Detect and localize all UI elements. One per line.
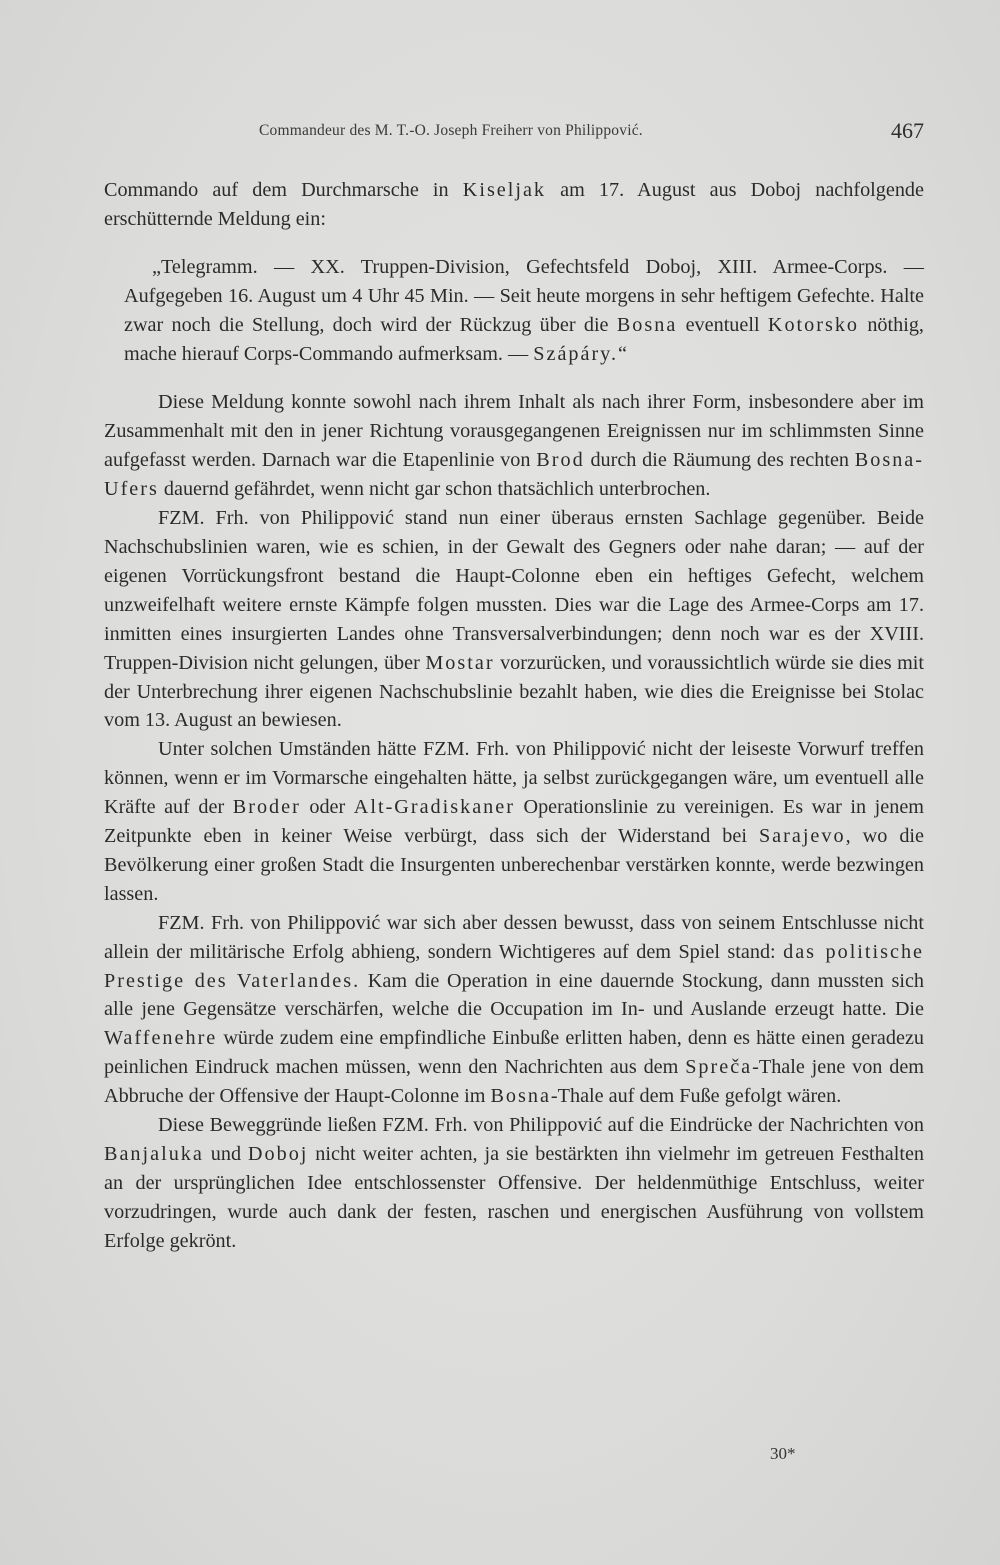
spaced-name: Szápáry. — [533, 342, 619, 365]
paragraph: Diese Meldung konnte sowohl nach ihrem Inhalt als nach ihrer Form, insbesondere aber im Zusammenhalt mit den in jener Richtung vorausgegangenen Ereignissen nur im schlimmsten Sinne aufgefasst werden. Darnach war die Etapenlinie von Brod durch die Räumung des rechten Bosna-Ufers dauernd gefährdet, wenn nicht gar schon thatsächlich unterbrochen. — [104, 391, 924, 501]
spaced-name: Banjaluka — [104, 1143, 204, 1165]
spaced-name: Spreča — [685, 1056, 753, 1079]
paragraph: FZM. Frh. von Philippović war sich aber dessen bewusst, dass von seinem Entschlusse nicht allein der militärische Erfolg abhieng, sondern Wichtigeres auf dem Spiel stand: das politische Prestige des Vaterlandes. Kam die Operation in eine dauernde Stockung, dann mussten sich alle jene Gegensätze verschärfen, welche die Occupation im In- und Auslande erzeugt hatte. Die Waffenehre würde zudem eine empfindliche Einbuße erlitten haben, denn es hätte einen geradezu peinlichen Eindruck machen müssen, wenn den Nachrichten aus dem Spreča-Thale jene von dem Abbruche der Offensive der Haupt-Colonne im Bosna-Thale auf dem Fuße gefolgt wären. — [104, 911, 925, 1108]
spaced-phrase: das politische Prestige des Vaterlandes. — [104, 940, 924, 992]
spaced-name: Doboj — [247, 1143, 309, 1165]
spaced-name: Bosna — [490, 1085, 551, 1108]
telegram-quote: „Telegramm. — XX. Truppen-Division, Gefechtsfeld Doboj, XIII. Armee-Corps. — Aufgegeben 16. August um 4 Uhr 45 Min. — Seit heute morgens in sehr heftigem Gefechte. Halte zwar noch die Stellung, doch wird der Rückzug über die Bosna eventuell Kotorsko nöthig, mache hierauf Corps-Commando aufmerksam. — Szápáry.“ — [124, 255, 924, 365]
spaced-name: Brod — [536, 449, 585, 472]
paragraph: FZM. Frh. von Philippović stand nun einer überaus ernsten Sachlage gegenüber. Beide Nachschubslinien waren, wie es schien, in der Gewalt des Gegners oder nahe daran; — auf der eigenen Vorrückungsfront bestand die Haupt-Colonne eben ein heftiges Gefecht, welchem unzweifelhaft weitere ernste Kämpfe folgen mussten. Dies war die Lage des Armee-Corps am 17. inmitten eines insurgierten Landes ohne Transversalverbindungen; denn noch war es der XVIII. Truppen-Division nicht gelungen, über Mostar vorzurücken, und voraussichtlich würde sie dies mit der Unterbrechung ihrer eigenen Nachschubslinie bezahlt haben, wie dies die Ereignisse bei Stolac vom 13. August an bewiesen. — [104, 507, 924, 732]
running-head — [104, 118, 924, 148]
paragraph: Unter solchen Umständen hätte FZM. Frh. von Philippović nicht der leiseste Vorwurf treffen können, wenn er im Vormarsche eingehalten hätte, ja selbst zurückgegangen wäre, um eventuell alle Kräfte auf der Broder oder Alt-Gradiskaner Operationslinie zu vereinigen. Es war in jenem Zeitpunkte eben in keiner Weise verbürgt, dass sich der Widerstand bei Sarajevo, wo die Bevölkerung einer großen Stadt die Insurgenten unberechenbar verstärken konnte, werde bezwingen lassen. — [104, 738, 925, 905]
spaced-name: Mostar — [425, 651, 495, 674]
spaced-name: Kotorsko — [767, 313, 860, 336]
page-number: 467 — [891, 118, 924, 143]
body-text — [104, 176, 924, 1256]
paragraph: Diese Beweggründe ließen FZM. Frh. von Philippović auf die Eindrücke der Nachrichten von Banjaluka und Doboj nicht weiter achten, ja sie bestärkten ihn vielmehr im getreuen Festhalten an der ursprünglichen Idee entschlossenster Offensive. Der heldenmüthige Entschluss, weiter vorzudringen, wurde auch dank der festen, raschen und energischen Ausführung von vollstem Erfolge gekrönt. — [104, 1114, 924, 1252]
signature-mark: 30* — [770, 1444, 796, 1463]
running-title: Commandeur des M. T.-O. Joseph Freiherr von Philippović. — [259, 122, 643, 139]
spaced-name: Bosna-Ufers — [104, 449, 924, 501]
spaced-name: Alt-Gradiskaner — [353, 796, 515, 819]
spaced-name: Bosna — [616, 313, 678, 336]
spaced-name: Broder — [232, 796, 301, 819]
paragraph-intro: Commando auf dem Durchmarsche in Kiseljak am 17. August aus Doboj nachfolgende erschütternde Meldung ein: — [104, 179, 924, 230]
spaced-name: Kiseljak — [462, 179, 547, 201]
spaced-name: Sarajevo — [758, 825, 846, 848]
spaced-name: Waffenehre — [104, 1027, 218, 1050]
